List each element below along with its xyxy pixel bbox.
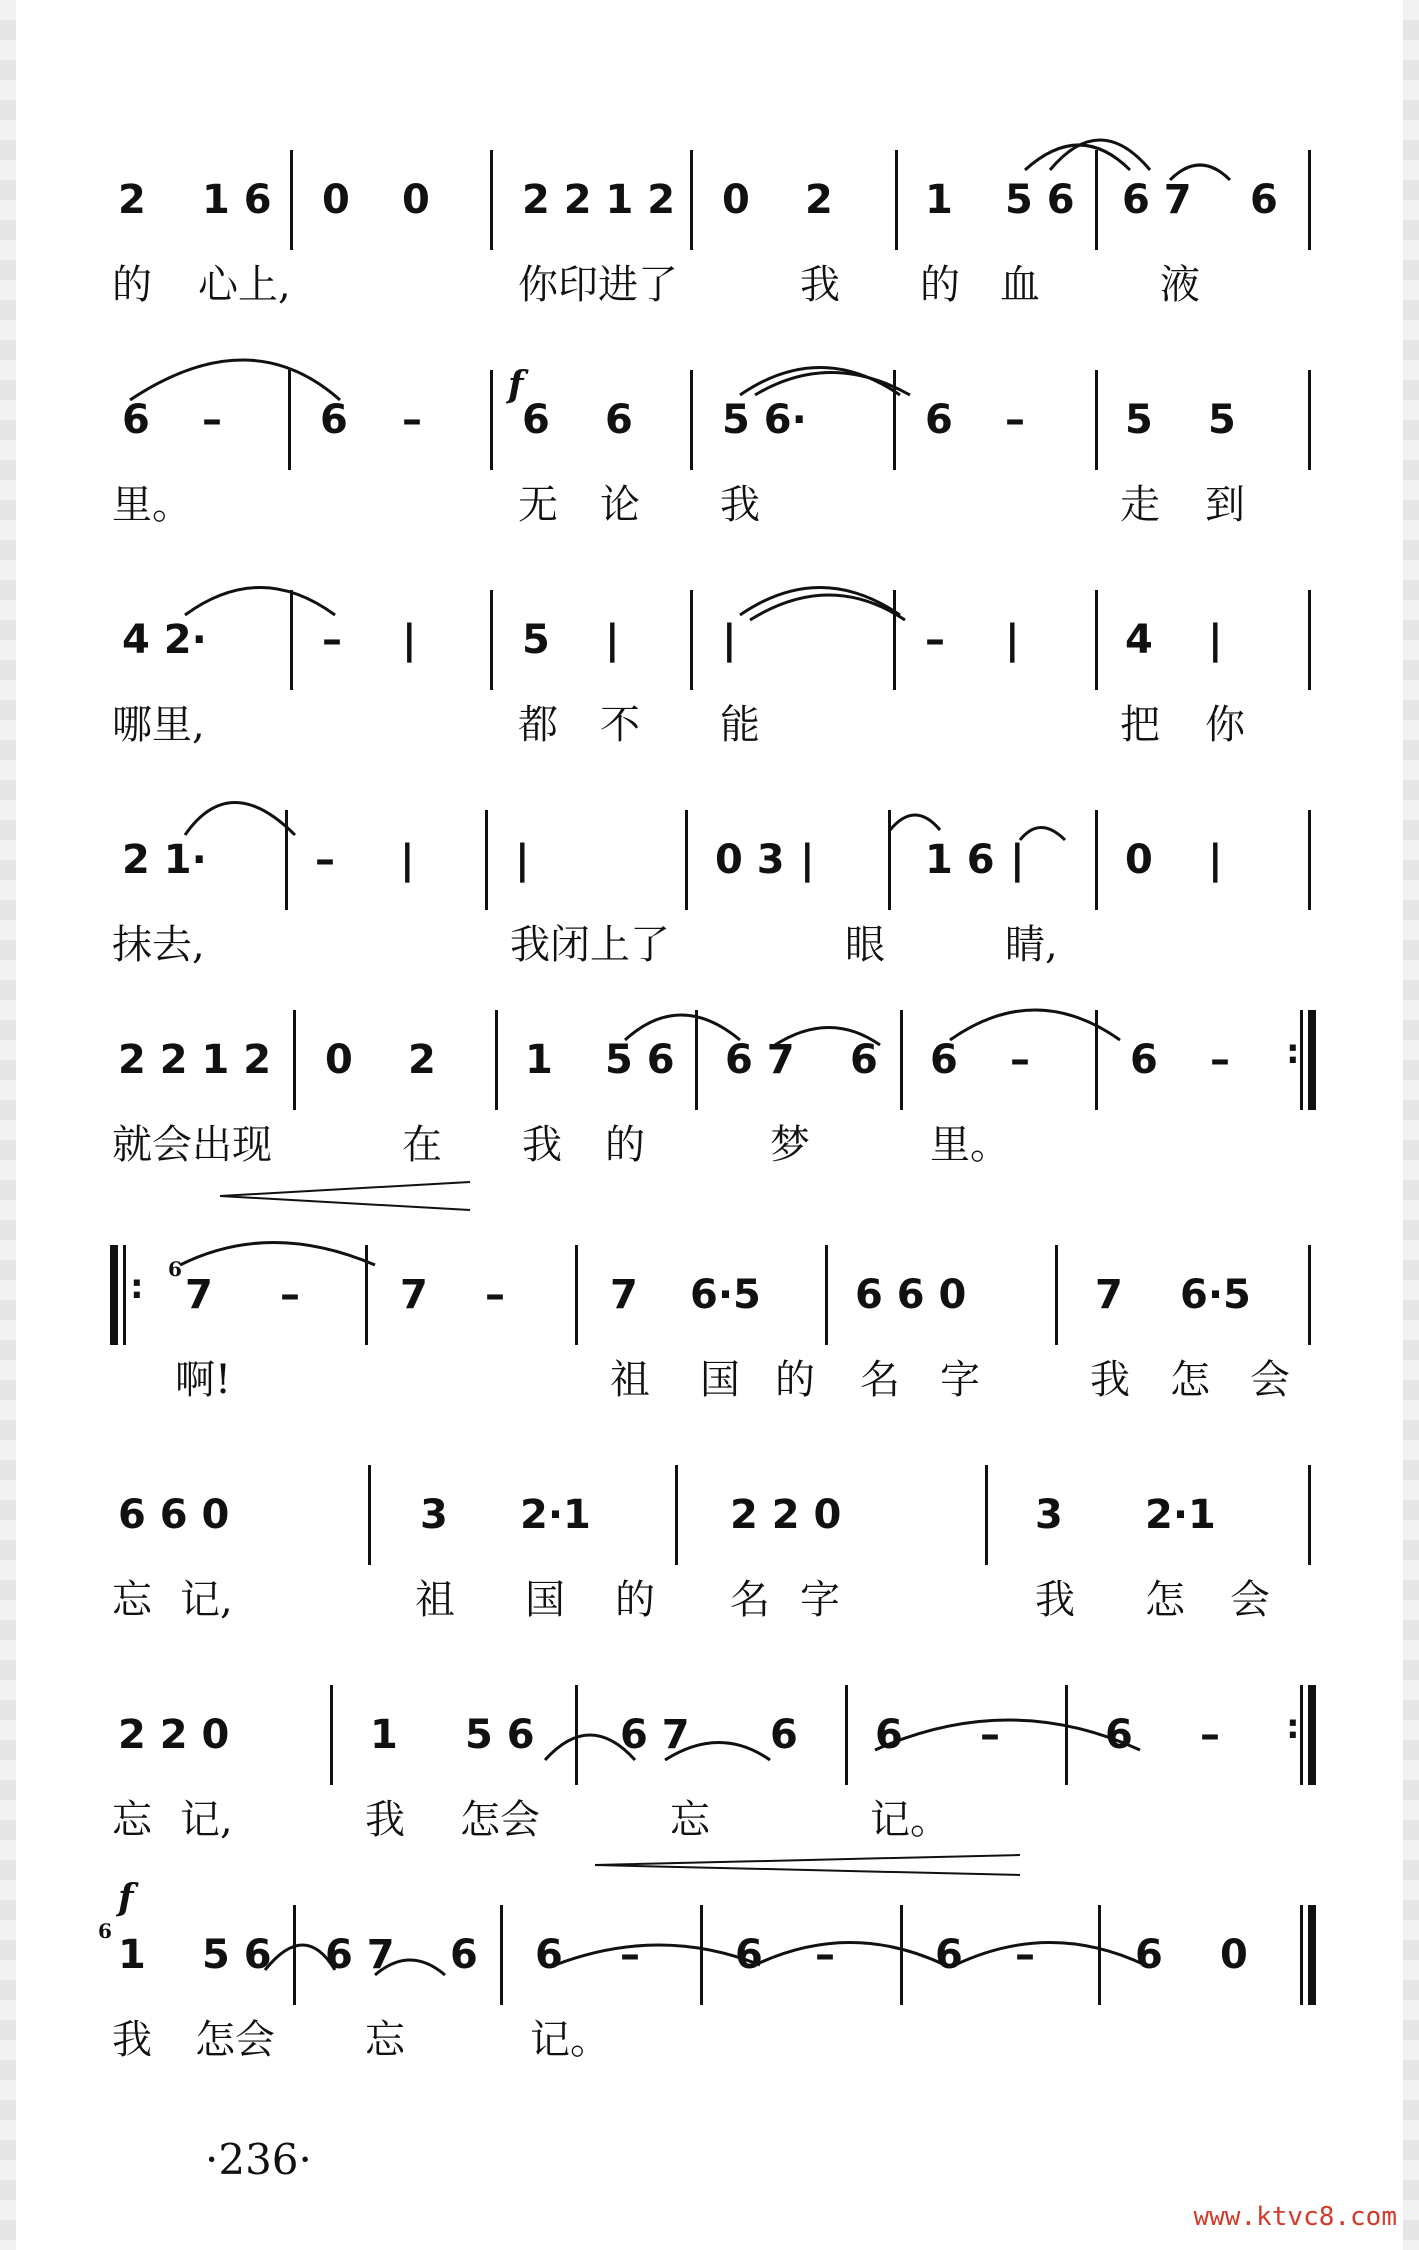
barline <box>685 810 688 910</box>
note: 6 7 <box>725 1037 795 1083</box>
lyrics-line <box>110 250 1320 320</box>
note: 1 <box>118 1932 146 1978</box>
barline <box>490 150 493 250</box>
lyric: 无 <box>518 482 558 528</box>
barline <box>675 1465 678 1565</box>
notation-line <box>110 810 1320 910</box>
note: 5 <box>1208 397 1236 443</box>
note: 6 <box>522 397 550 443</box>
barline <box>1098 1905 1101 2005</box>
score-system-9 <box>98 1877 1320 2075</box>
lyric: 在 <box>402 1122 442 1168</box>
note: 0 <box>722 177 750 223</box>
lyric: 我 <box>720 482 760 528</box>
lyric: 怎会 <box>460 1797 540 1843</box>
lyric: 走 <box>1120 482 1160 528</box>
lyric: 怎 <box>1170 1357 1210 1403</box>
lyric: 不 <box>600 702 640 748</box>
note: 7 <box>185 1272 213 1318</box>
lyric: 你印进了 <box>518 262 678 308</box>
lyric: 的 <box>112 262 152 308</box>
barline <box>285 810 288 910</box>
note: – <box>925 617 945 663</box>
lyric: 记, <box>180 1577 233 1623</box>
lyric: 怎会 <box>195 2017 275 2063</box>
note: 0 <box>322 177 350 223</box>
barline <box>1308 1245 1311 1345</box>
barline <box>695 1010 698 1110</box>
note: 0 <box>1220 1932 1248 1978</box>
barline <box>895 150 898 250</box>
barline <box>893 370 896 470</box>
note: – <box>620 1932 640 1978</box>
note: 0 <box>325 1037 353 1083</box>
barline <box>900 1905 903 2005</box>
barline <box>893 590 896 690</box>
note: 5 6 <box>465 1712 535 1758</box>
note: – <box>815 1932 835 1978</box>
note: 1 <box>525 1037 553 1083</box>
note: – <box>1210 1037 1230 1083</box>
lyric: 记。 <box>870 1797 950 1843</box>
note: 6·5 <box>1180 1272 1251 1318</box>
note: 1 <box>925 177 953 223</box>
note: 6 <box>770 1712 798 1758</box>
note: 2 1· <box>122 837 207 883</box>
page-number: ·236· <box>205 2135 312 2184</box>
score-system-4 <box>110 810 1320 980</box>
score-system-8 <box>110 1685 1320 1855</box>
lyric: 都 <box>518 702 558 748</box>
note: – <box>202 397 222 443</box>
note: 2 2 1 2 <box>522 177 676 223</box>
note: | <box>722 617 737 663</box>
note: – <box>402 397 422 443</box>
barline <box>1095 1010 1098 1110</box>
lyric: 就会出现 <box>112 1122 272 1168</box>
note: | <box>1005 617 1020 663</box>
note: 6 <box>735 1932 763 1978</box>
barline <box>290 590 293 690</box>
barline <box>293 1010 296 1110</box>
lyric: 把 <box>1120 702 1160 748</box>
barline <box>330 1685 333 1785</box>
barline <box>888 810 891 910</box>
note: 6 <box>935 1932 963 1978</box>
lyric: 怎 <box>1145 1577 1185 1623</box>
barline <box>495 1010 498 1110</box>
note: 6 <box>320 397 348 443</box>
end-repeat-barline <box>1286 1010 1320 1110</box>
barline <box>1095 150 1098 250</box>
note: 6 <box>1135 1932 1163 1978</box>
barline <box>1308 810 1311 910</box>
lyric: 能 <box>720 702 760 748</box>
barline <box>365 1245 368 1345</box>
note: – <box>315 837 335 883</box>
note: 5 <box>1125 397 1153 443</box>
barline <box>288 370 291 470</box>
barline <box>575 1245 578 1345</box>
barline <box>490 370 493 470</box>
barline <box>1308 150 1311 250</box>
lyric: 睛, <box>1005 922 1058 968</box>
note: – <box>280 1272 300 1318</box>
notation-line <box>110 1245 1320 1345</box>
lyric: 梦 <box>770 1122 810 1168</box>
lyric: 啊! <box>175 1357 232 1403</box>
note: | <box>402 617 417 663</box>
note: 2 2 0 <box>118 1712 230 1758</box>
start-repeat-barline <box>110 1245 144 1345</box>
note: – <box>980 1712 1000 1758</box>
note: 6 <box>605 397 633 443</box>
lyric: 我 <box>1090 1357 1130 1403</box>
lyrics-line <box>110 1110 1320 1180</box>
note: 2 2 0 <box>730 1492 842 1538</box>
notation-line <box>110 150 1320 250</box>
note: 6 <box>122 397 150 443</box>
lyrics-line <box>110 2005 1320 2075</box>
note: 1 6 <box>202 177 272 223</box>
barline <box>900 1010 903 1110</box>
lyric: 到 <box>1205 482 1245 528</box>
notation-line <box>98 1877 1320 2005</box>
note: 5 6 <box>605 1037 675 1083</box>
lyric: 我闭上了 <box>510 922 670 968</box>
barline <box>1065 1685 1068 1785</box>
note: | <box>1208 617 1223 663</box>
lyrics-line <box>110 470 1320 540</box>
lyric: 的 <box>775 1357 815 1403</box>
barline <box>500 1905 503 2005</box>
lyric: 的 <box>920 262 960 308</box>
lyric: 抹去, <box>112 922 205 968</box>
note: 6 7 <box>325 1932 395 1978</box>
barline <box>825 1245 828 1345</box>
lyric: 里。 <box>112 482 192 528</box>
grace-note: 6 <box>168 1257 182 1281</box>
note: 7 <box>1095 1272 1123 1318</box>
note: 5 <box>522 617 550 663</box>
note: 6 <box>1105 1712 1133 1758</box>
note: 2·1 <box>1145 1492 1216 1538</box>
lyrics-line <box>110 1785 1320 1855</box>
score-system-2 <box>110 364 1320 540</box>
note: – <box>322 617 342 663</box>
note: – <box>1200 1712 1220 1758</box>
lyric: 国 <box>700 1357 740 1403</box>
repeat-dots: : <box>1286 1032 1300 1072</box>
note: 2 2 1 2 <box>118 1037 272 1083</box>
note: – <box>485 1272 505 1318</box>
note: 5 6 <box>1005 177 1075 223</box>
lyrics-line <box>110 1565 1320 1635</box>
lyric: 名 <box>860 1357 900 1403</box>
lyric: 哪里, <box>112 702 205 748</box>
note: 6·5 <box>690 1272 761 1318</box>
lyric: 我 <box>112 2017 152 2063</box>
note: | <box>400 837 415 883</box>
barline <box>290 150 293 250</box>
note: 6 <box>930 1037 958 1083</box>
note: 3 <box>1035 1492 1063 1538</box>
notation-line <box>110 1685 1320 1785</box>
notation-line <box>110 590 1320 690</box>
note: | <box>605 617 620 663</box>
lyric: 祖 <box>610 1357 650 1403</box>
note: 3 <box>420 1492 448 1538</box>
lyric: 会 <box>1230 1577 1270 1623</box>
barline <box>575 1685 578 1785</box>
note: 6 <box>1130 1037 1158 1083</box>
grace-note: 6 <box>98 1919 112 1943</box>
note: 7 <box>400 1272 428 1318</box>
note: | <box>515 837 530 883</box>
note: 2·1 <box>520 1492 591 1538</box>
site-watermark: www.ktvc8.com <box>1193 2202 1397 2232</box>
barline <box>1095 810 1098 910</box>
lyric: 字 <box>940 1357 980 1403</box>
note: 6 <box>850 1037 878 1083</box>
note: 5 6 <box>202 1932 272 1978</box>
note: 6 <box>925 397 953 443</box>
lyric: 的 <box>605 1122 645 1168</box>
note: 6 <box>1250 177 1278 223</box>
barline <box>845 1685 848 1785</box>
note: 2 <box>118 177 146 223</box>
note: 6 6 0 <box>855 1272 967 1318</box>
barline <box>368 1465 371 1565</box>
note: 0 3 <box>715 837 785 883</box>
barline <box>1055 1245 1058 1345</box>
barline <box>690 150 693 250</box>
score-system-5 <box>110 1010 1320 1180</box>
lyric: 会 <box>1250 1357 1290 1403</box>
lyric: 论 <box>600 482 640 528</box>
barline <box>1308 590 1311 690</box>
lyric: 忘 <box>112 1577 152 1623</box>
score-system-6 <box>110 1245 1320 1415</box>
lyric: 记。 <box>530 2017 610 2063</box>
note: 6 <box>875 1712 903 1758</box>
score-system-1 <box>110 150 1320 320</box>
notation-line <box>110 1010 1320 1110</box>
lyric: 国 <box>525 1577 565 1623</box>
final-barline <box>1300 1905 1320 2005</box>
note: 7 <box>610 1272 638 1318</box>
note: – <box>1005 397 1025 443</box>
lyrics-line <box>110 1345 1320 1415</box>
note: 1 <box>370 1712 398 1758</box>
barline <box>1308 1465 1311 1565</box>
lyric: 的 <box>615 1577 655 1623</box>
note: 1 6 <box>925 837 995 883</box>
note: 6 7 <box>620 1712 690 1758</box>
note: 0 <box>402 177 430 223</box>
note: 0 <box>1125 837 1153 883</box>
barline <box>700 1905 703 2005</box>
score-system-7 <box>110 1465 1320 1635</box>
note: 2 <box>408 1037 436 1083</box>
note: | <box>1208 837 1223 883</box>
barline <box>690 590 693 690</box>
note: | <box>800 837 815 883</box>
note: 6 7 <box>1122 177 1192 223</box>
note: 6 6 0 <box>118 1492 230 1538</box>
note: 2 <box>805 177 833 223</box>
note: 5 6· <box>722 397 807 443</box>
note: – <box>1010 1037 1030 1083</box>
barline <box>1308 370 1311 470</box>
barline <box>1095 590 1098 690</box>
lyric: 忘 <box>365 2017 405 2063</box>
note: 6 <box>535 1932 563 1978</box>
barline <box>485 810 488 910</box>
note: 4 2· <box>122 617 207 663</box>
score-system-3 <box>110 590 1320 760</box>
note: | <box>1010 837 1025 883</box>
lyric: 你 <box>1205 702 1245 748</box>
end-repeat-barline <box>1286 1685 1320 1785</box>
lyric: 心上, <box>198 262 291 308</box>
barline <box>490 590 493 690</box>
lyric: 忘 <box>670 1797 710 1843</box>
notation-line <box>110 1465 1320 1565</box>
lyric: 里。 <box>930 1122 1010 1168</box>
lyric: 我 <box>800 262 840 308</box>
lyric: 血 <box>1000 262 1040 308</box>
lyric: 我 <box>365 1797 405 1843</box>
barline <box>690 370 693 470</box>
lyric: 字 <box>800 1577 840 1623</box>
note: – <box>1015 1932 1035 1978</box>
lyric: 我 <box>1035 1577 1075 1623</box>
note: 6 <box>450 1932 478 1978</box>
notation-line <box>110 364 1320 470</box>
dynamic-forte: f <box>118 1877 134 1919</box>
dynamic-forte: f <box>508 364 524 406</box>
lyrics-line <box>110 910 1320 980</box>
repeat-dots: : <box>130 1267 144 1307</box>
repeat-dots: : <box>1286 1707 1300 1747</box>
lyric: 忘 <box>112 1797 152 1843</box>
lyric: 液 <box>1160 262 1200 308</box>
barline <box>985 1465 988 1565</box>
lyric: 我 <box>522 1122 562 1168</box>
lyrics-line <box>110 690 1320 760</box>
lyric: 眼 <box>845 922 885 968</box>
barline <box>293 1905 296 2005</box>
lyric: 名 <box>730 1577 770 1623</box>
lyric: 祖 <box>415 1577 455 1623</box>
barline <box>1095 370 1098 470</box>
note: 4 <box>1125 617 1153 663</box>
lyric: 记, <box>180 1797 233 1843</box>
